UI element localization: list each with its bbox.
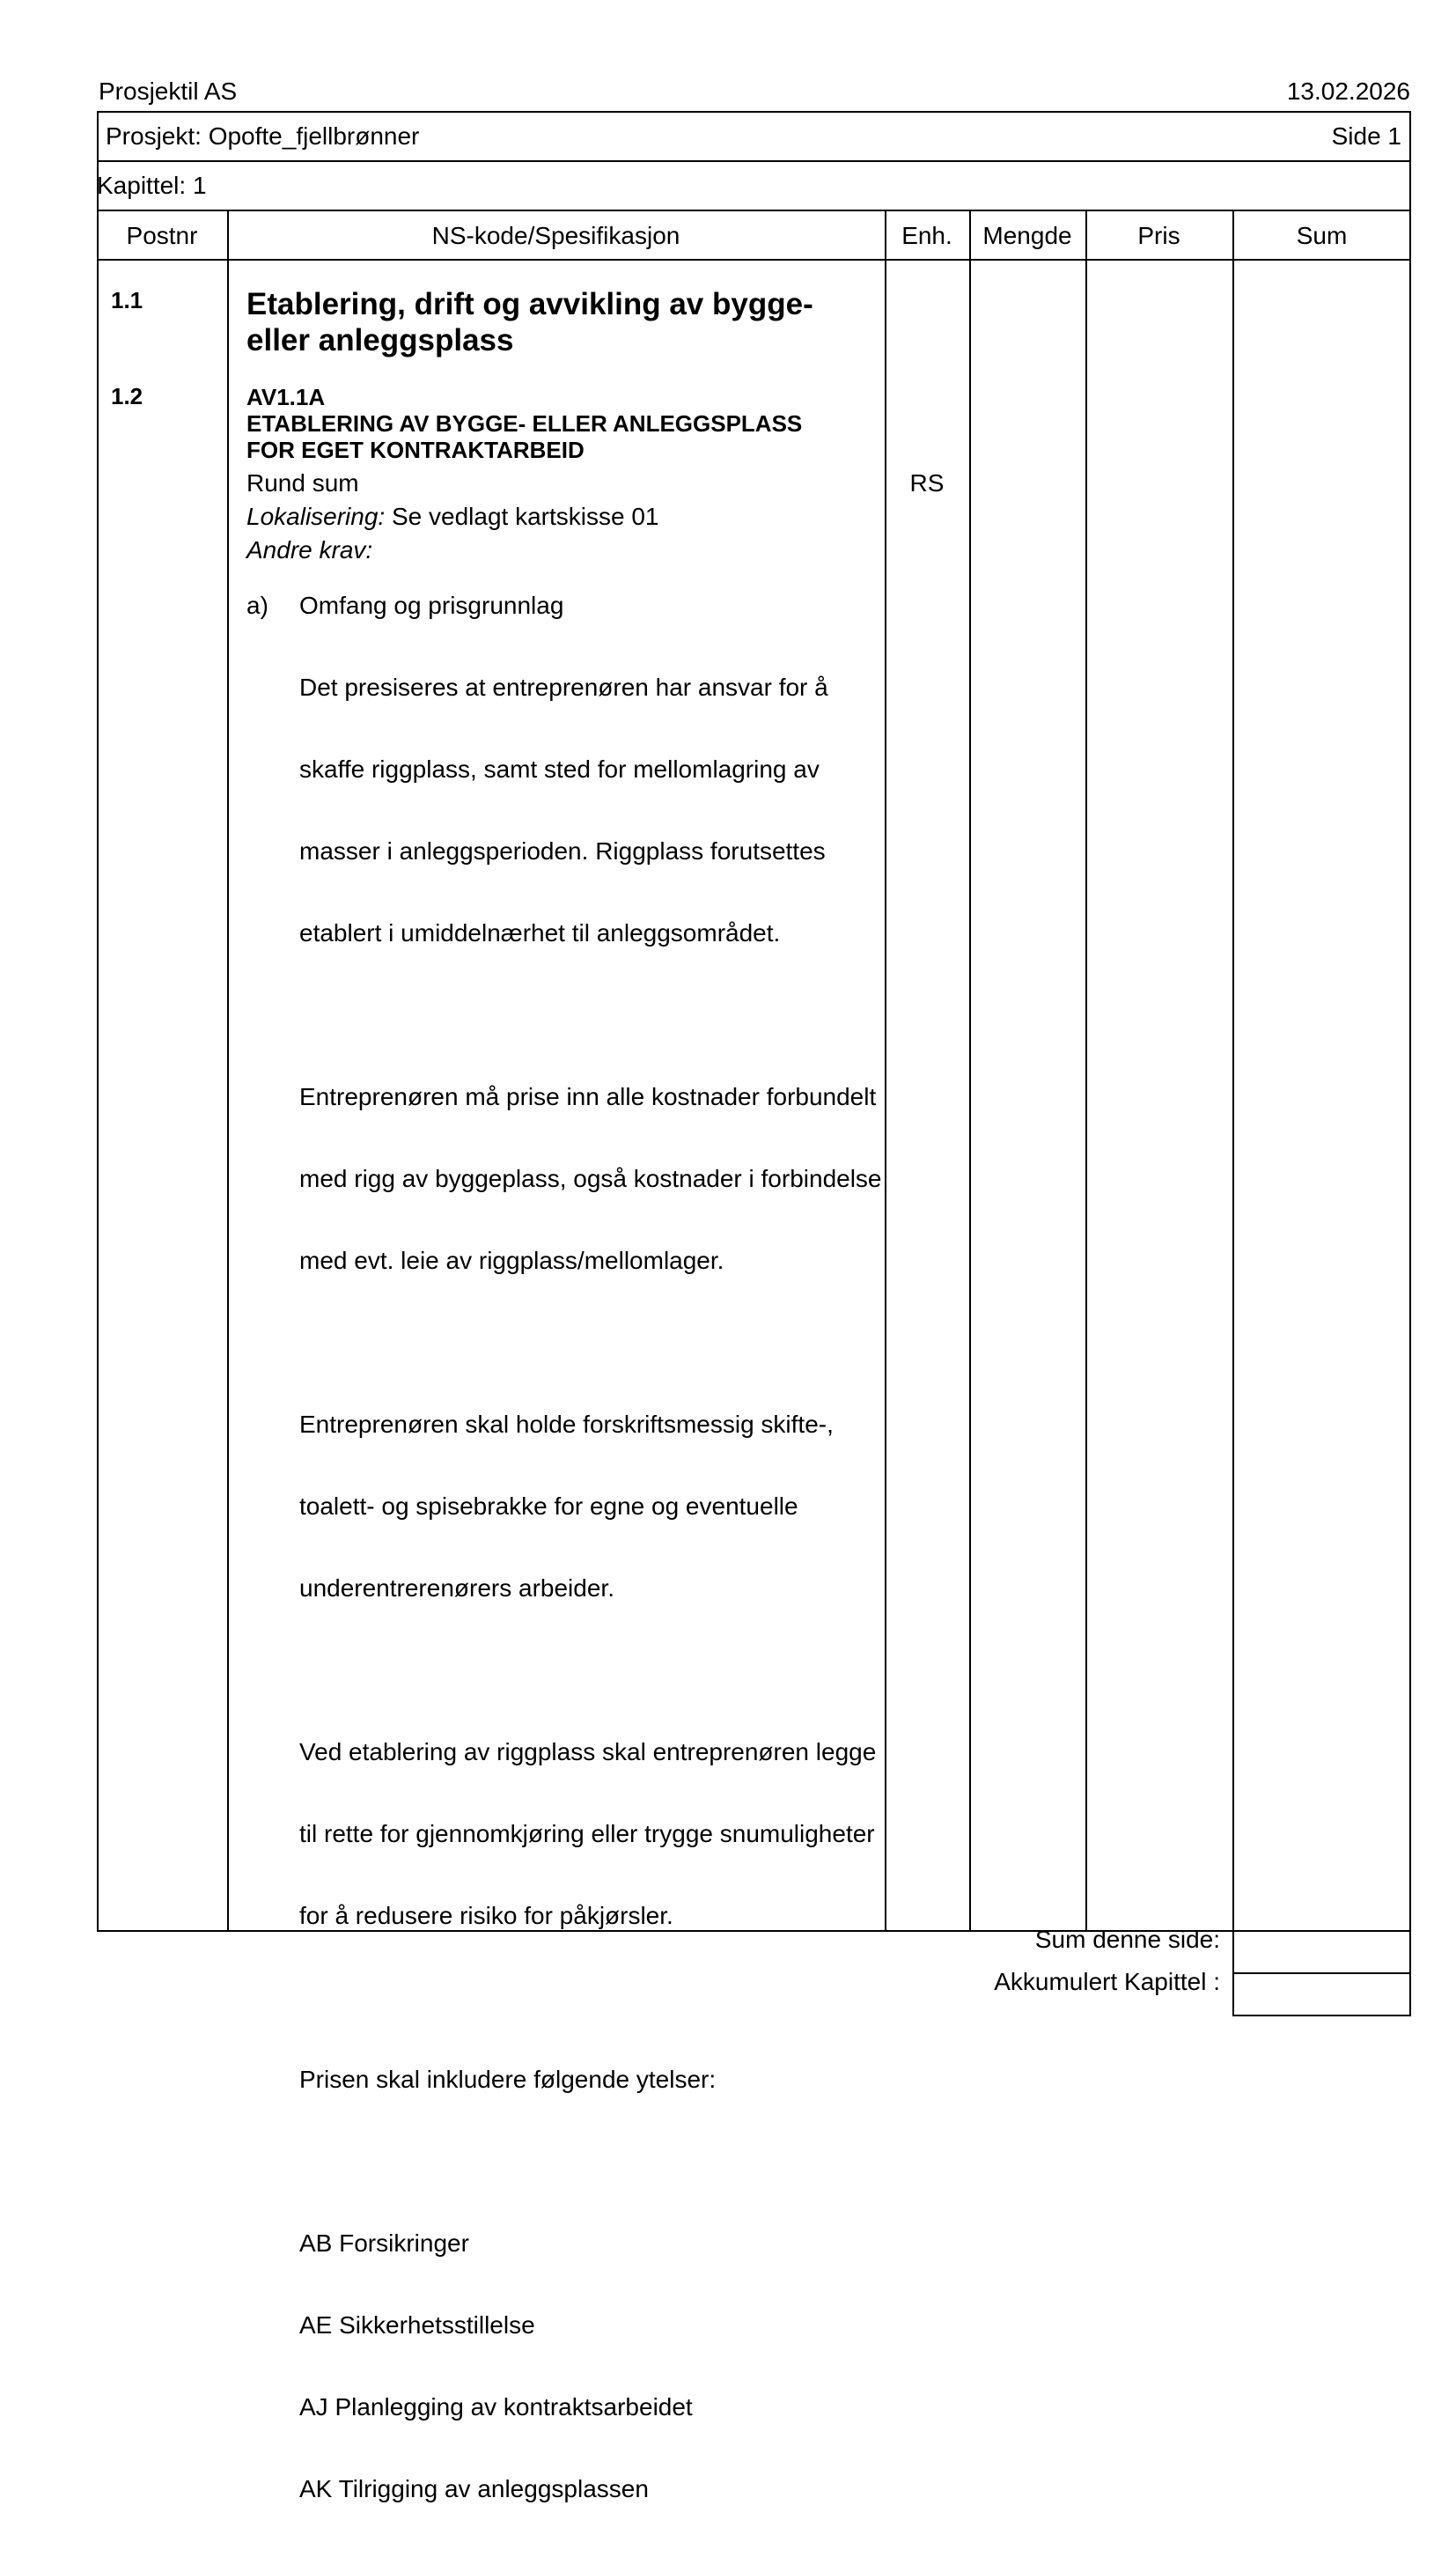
paragraph [299, 1356, 885, 1656]
service-item: AB Forsikringer [299, 2229, 469, 2257]
col-divider [227, 210, 229, 1932]
item-title-line: Etablering, drift og avvikling av bygge- [246, 287, 813, 321]
item-postnr: 1.1 [111, 287, 143, 313]
company-name: Prosjektil AS [99, 77, 238, 105]
list-marker: a) [246, 592, 268, 619]
col-divider [1232, 210, 1234, 1932]
col-divider [1085, 210, 1087, 1932]
accumulated-label: Akkumulert Kapittel : [994, 1968, 1220, 1995]
accumulated-value [1232, 1972, 1411, 2016]
paragraph-line: etablert i umiddelnærhet til anleggsområdet. [299, 919, 781, 947]
paragraph-line: toalett- og spisebrakke for egne og eventuelle [299, 1492, 798, 1520]
paragraph-line: for å redusere risiko for påkjørsler. [299, 1902, 673, 1929]
item-title [246, 286, 813, 358]
ns-code-title-line: ETABLERING AV BYGGE- ELLER ANLEGGSPLASS [246, 410, 803, 437]
project-label: Prosjekt: Opofte_fjellbrønner [106, 122, 420, 150]
lokalisering-line [246, 503, 658, 531]
paragraph-line: Entreprenøren skal holde forskriftsmessig skifte-, [299, 1411, 834, 1438]
col-header-quantity: Mengde [982, 222, 1072, 249]
paragraph-line: Det presiseres at entreprenøren har ansvar for å [299, 674, 828, 701]
paragraph-line: Ved etablering av riggplass skal entreprenøren legge [299, 1738, 877, 1765]
col-divider [885, 210, 886, 1932]
paragraph-line: underentrerenørers arbeider. [299, 1574, 614, 1602]
page-number: Side 1 [1331, 122, 1401, 150]
paragraph-line: Entreprenøren må prise inn alle kostnader forbundelt [299, 1083, 877, 1110]
paragraph [299, 619, 885, 1001]
ns-code: AV1.1A [246, 384, 326, 410]
lokalisering-value: Se vedlagt kartskisse 01 [385, 503, 659, 530]
service-item: AJ Planlegging av kontraktsarbeidet [299, 2393, 693, 2421]
service-list [299, 2175, 885, 2557]
paragraph-line: med evt. leie av riggplass/mellomlager. [299, 1247, 724, 1274]
lokalisering-label: Lokalisering: [246, 503, 386, 530]
paragraph-line: med rigg av byggeplass, også kostnader i forbindelse [299, 1165, 882, 1192]
document-date: 13.02.2026 [1286, 77, 1410, 105]
paragraph [299, 1684, 885, 1984]
item-postnr: 1.2 [111, 383, 143, 409]
col-header-sum: Sum [1296, 222, 1348, 249]
rund-sum-label: Rund sum [246, 469, 359, 497]
service-item: AE Sikkerhetsstillelse [299, 2311, 535, 2339]
col-header-postnr: Postnr [126, 222, 198, 249]
col-header-price: Pris [1137, 222, 1180, 249]
sum-page-label: Sum denne side: [1034, 1926, 1220, 1953]
chapter-label: Kapittel: 1 [97, 172, 207, 199]
paragraph [299, 1028, 885, 1329]
andre-krav-label: Andre krav: [246, 536, 373, 564]
sum-page-value [1232, 1930, 1411, 1974]
paragraph-line: skaffe riggplass, samt sted for mellomlagring av [299, 755, 820, 783]
item-title-line: eller anleggsplass [246, 323, 514, 357]
paragraph-line: masser i anleggsperioden. Riggplass forutsettes [299, 837, 826, 865]
col-header-spec: NS-kode/Spesifikasjon [431, 222, 680, 249]
paragraph-line: Prisen skal inkludere følgende ytelser: [299, 2066, 717, 2093]
col-header-unit: Enh. [901, 222, 952, 249]
paragraph-line: til rette for gjennomkjøring eller trygge snumuligheter [299, 1820, 875, 1847]
unit-value: RS [909, 469, 945, 497]
chapter-row [97, 160, 1411, 211]
service-item: AK Tilrigging av anleggsplassen [299, 2475, 649, 2502]
col-divider [969, 210, 971, 1932]
ns-code-title-line: FOR EGET KONTRAKTARBEID [246, 437, 585, 463]
paragraph [299, 2011, 885, 2148]
ns-code-title [246, 410, 802, 463]
spec-body [299, 619, 885, 2557]
list-title: Omfang og prisgrunnlag [299, 592, 564, 619]
